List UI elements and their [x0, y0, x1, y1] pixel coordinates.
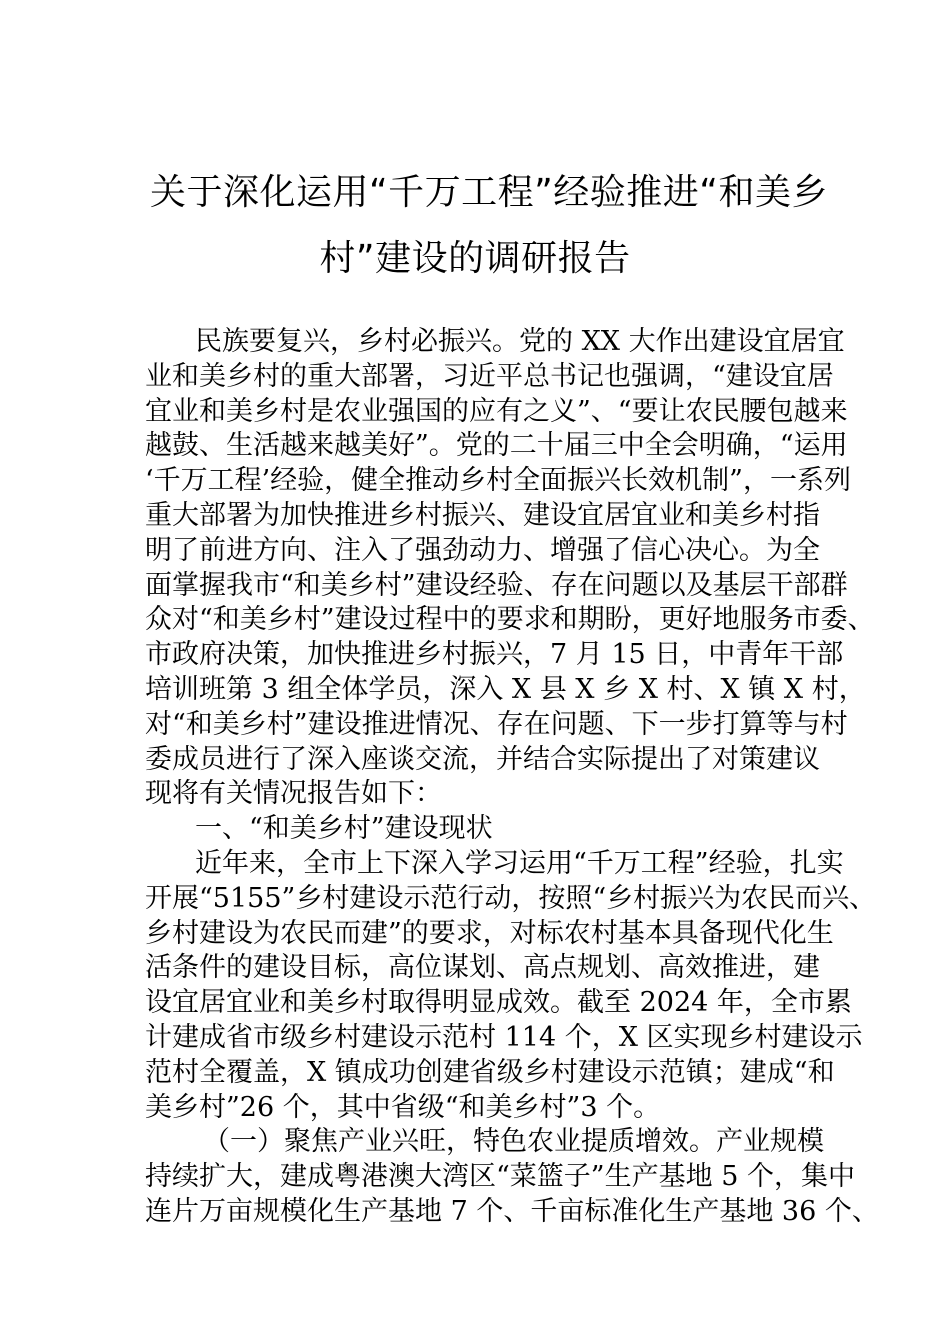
title-line: 村”建设的调研报告	[319, 238, 631, 279]
paragraph-line: 设宜居宜业和美乡村取得明显成效。截至 2024 年，全市累	[145, 987, 852, 1019]
paragraph-line: 市政府决策，加快推进乡村振兴，7 月 15 日，中青年干部	[145, 639, 844, 671]
paragraph-line: ‘千万工程’经验，健全推动乡村全面振兴长效机制”，一系列	[145, 465, 851, 497]
paragraph-line: 重大部署为加快推进乡村振兴、建设宜居宜业和美乡村指	[145, 499, 820, 531]
paragraph-line: 众对“和美乡村”建设过程中的要求和期盼，更好地服务市委、	[145, 604, 875, 636]
document-body	[145, 325, 879, 1230]
paragraph-line: 范村全覆盖，X 镇成功创建省级乡村建设示范镇；建成“和	[145, 1056, 835, 1088]
paragraph-line: 活条件的建设目标，高位谋划、高点规划、高效推进，建	[145, 952, 820, 984]
paragraph-line: 美乡村”26 个，其中省级“和美乡村”3 个。	[145, 1091, 661, 1123]
paragraph-line: 民族要复兴，乡村必振兴。党的 XX 大作出建设宜居宜	[195, 326, 845, 357]
paragraph-line: 业和美乡村的重大部署，习近平总书记也强调，“建设宜居	[145, 360, 834, 392]
subsection-line: （一）聚焦产业兴旺，特色农业提质增效。产业规模	[203, 1126, 824, 1158]
paragraph-line: 计建成省市级乡村建设示范村 114 个，X 区实现乡村建设示	[145, 1021, 863, 1053]
paragraph-line: 宜业和美乡村是农业强国的应有之义”、“要让农民腰包越来	[145, 395, 848, 427]
paragraph-line: 连片万亩规模化生产基地 7 个、千亩标准化生产基地 36 个、	[145, 1195, 879, 1227]
paragraph-line: 对“和美乡村”建设推进情况、存在问题、下一步打算等与村	[145, 708, 848, 740]
paragraph-line: 持续扩大，建成粤港澳大湾区“菜篮子”生产基地 5 个，集中	[145, 1161, 855, 1193]
section-heading: 一、“和美乡村”建设现状	[195, 813, 493, 845]
paragraph-line: 越鼓、生活越来越美好”。党的二十届三中全会明确，“运用	[145, 430, 848, 462]
paragraph-line: 现将有关情况报告如下：	[145, 778, 442, 810]
paragraph-line: 近年来，全市上下深入学习运用“千万工程”经验，扎实	[195, 847, 844, 879]
paragraph-line: 面掌握我市“和美乡村”建设经验、存在问题以及基层干部群	[145, 569, 848, 601]
document-title	[150, 160, 828, 292]
paragraph-line: 委成员进行了深入座谈交流，并结合实际提出了对策建议	[145, 743, 820, 775]
paragraph-line: 培训班第 3 组全体学员，深入 X 县 X 乡 X 村、X 镇 X 村，	[145, 673, 866, 705]
paragraph-line: 乡村建设为农民而建”的要求，对标农村基本具备现代化生	[145, 917, 834, 949]
title-line: 关于深化运用“千万工程”经验推进“和美乡	[150, 172, 828, 213]
paragraph-line: 开展“5155”乡村建设示范行动，按照“乡村振兴为农民而兴、	[145, 882, 877, 914]
paragraph-line: 明了前进方向、注入了强劲动力、增强了信心决心。为全	[145, 534, 820, 566]
